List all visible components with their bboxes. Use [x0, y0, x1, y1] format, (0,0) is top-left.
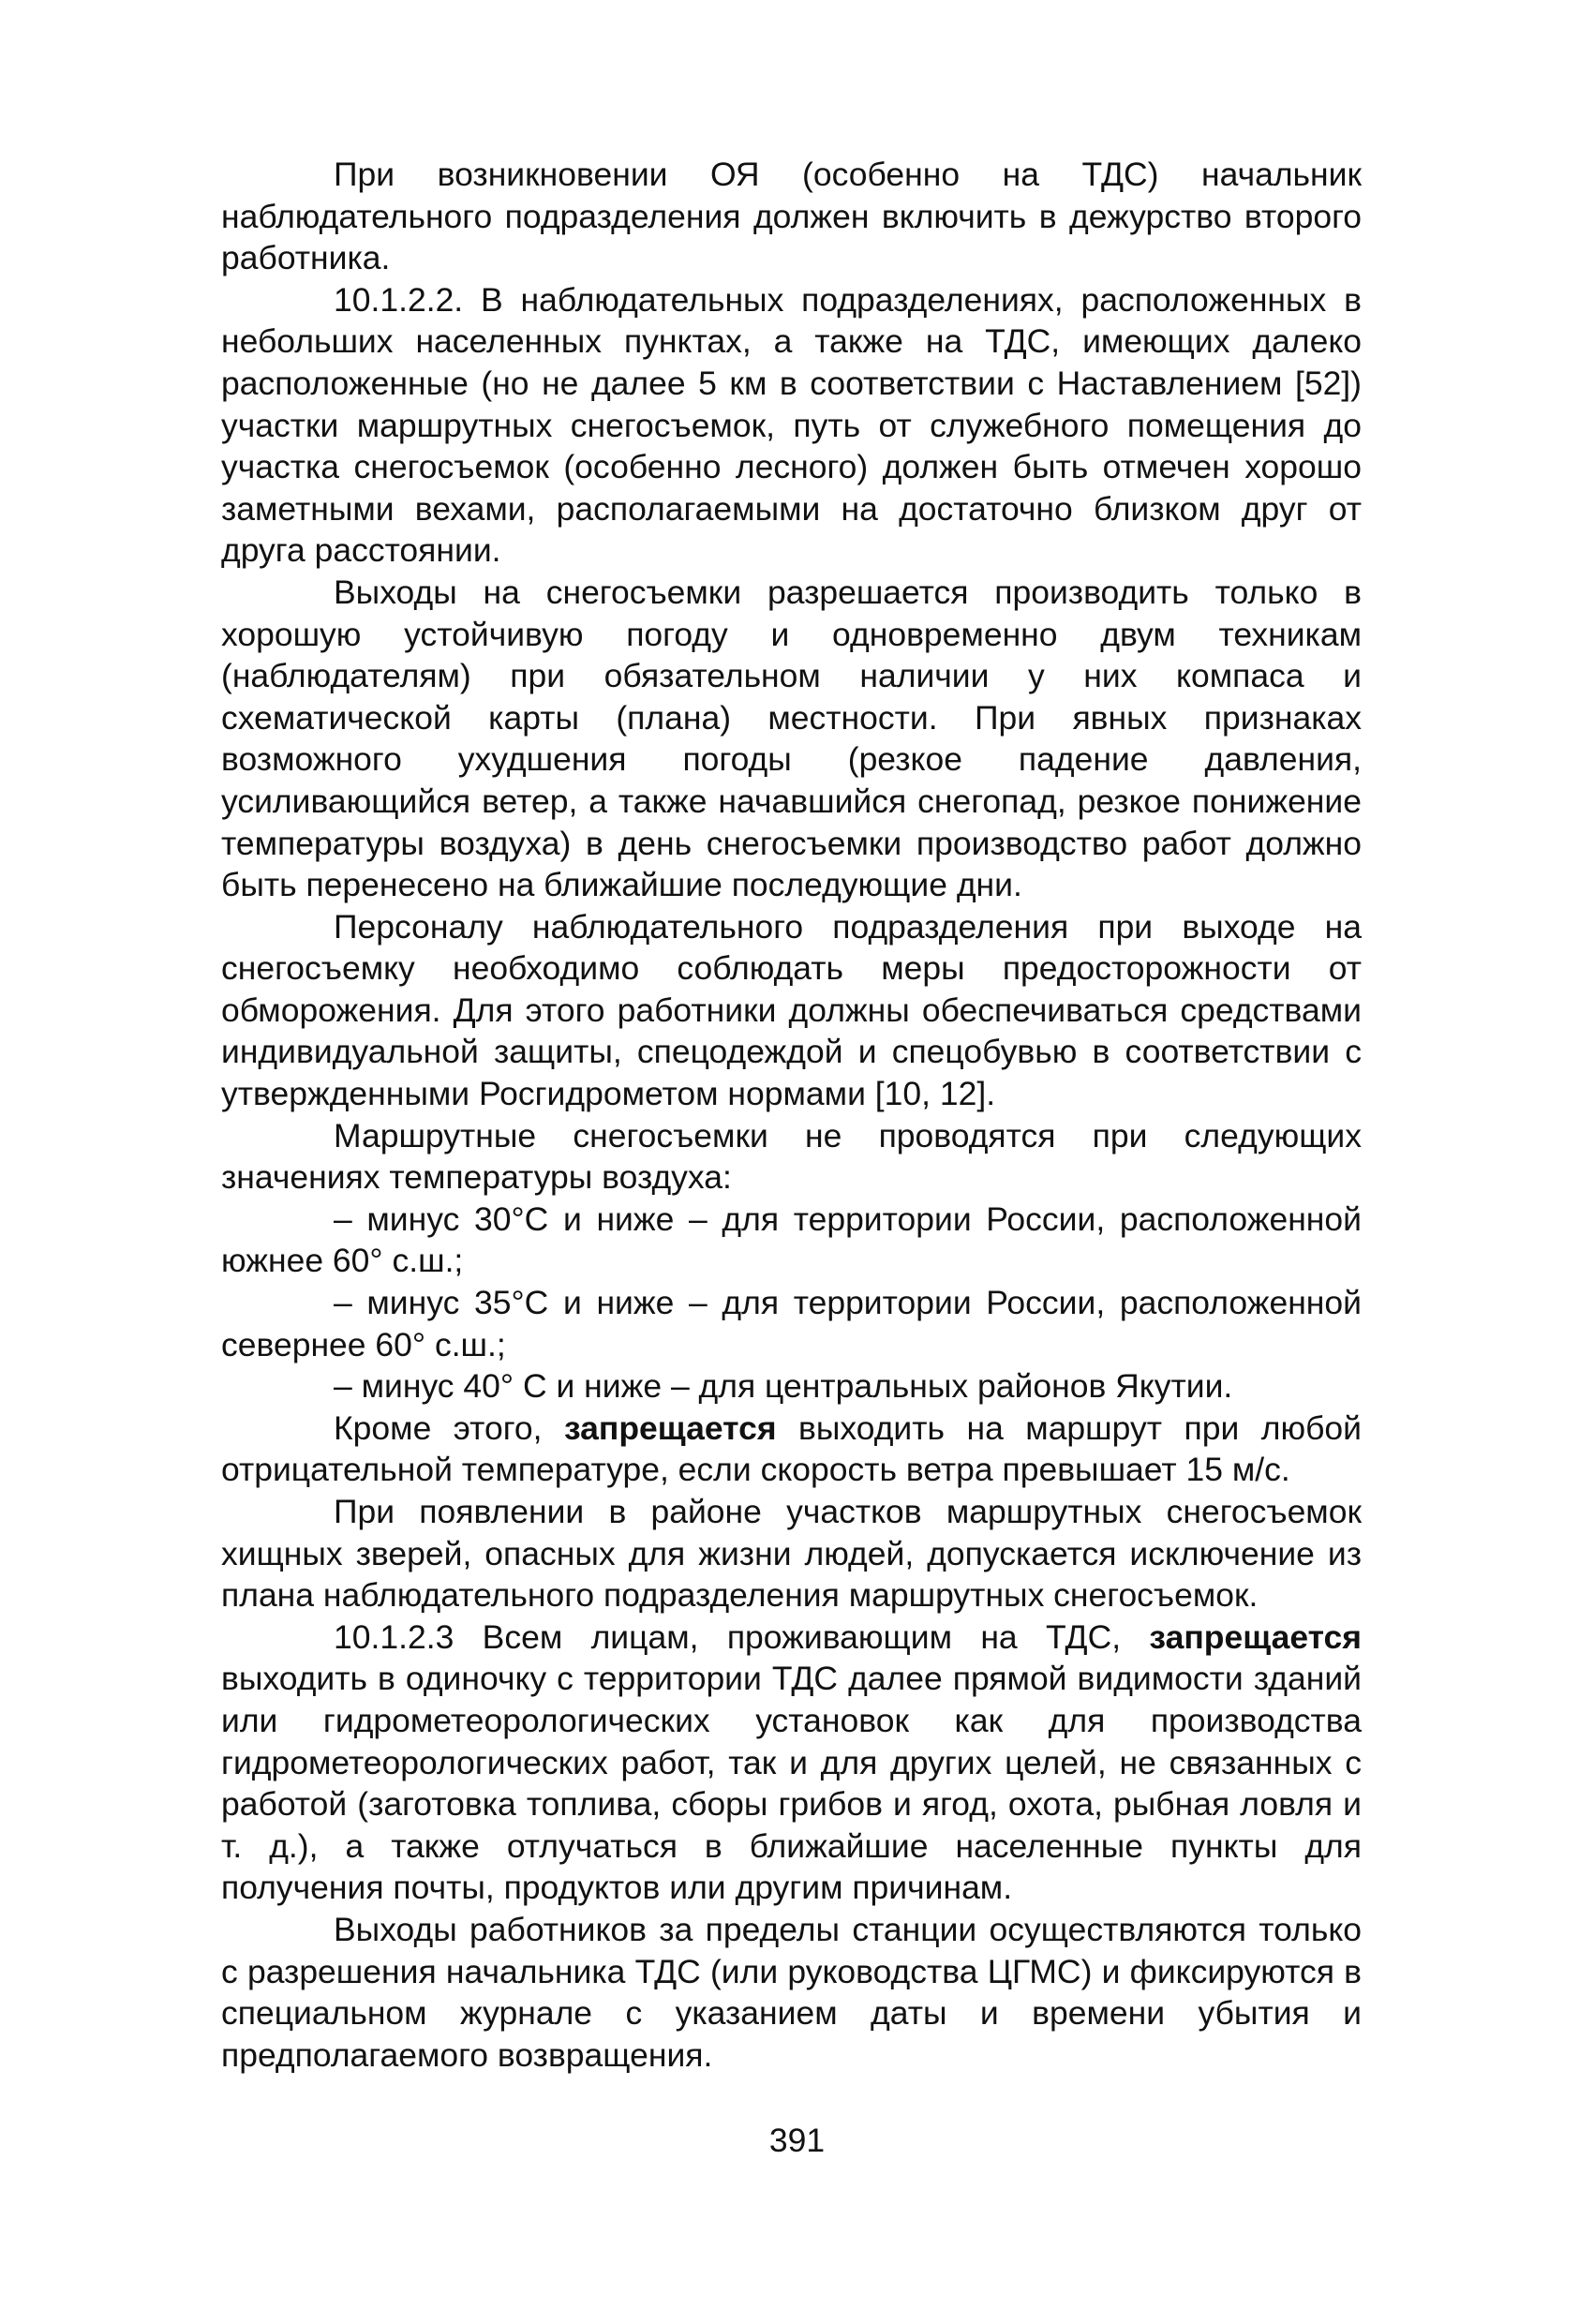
bold-text-run: запрещается: [563, 1408, 777, 1447]
paragraph: [221, 572, 1362, 906]
text-run: – минус 35°С и ниже – для территории России, расположенной севернее 60° с.ш.;: [221, 1284, 1362, 1363]
text-run: 10.1.2.3 Всем лицам, проживающим на ТДС,: [334, 1617, 1150, 1656]
document-body: [221, 154, 1362, 2076]
text-run: Кроме этого,: [334, 1408, 564, 1447]
paragraph: [221, 1616, 1362, 1909]
text-run: 10.1.2.2. В наблюдательных подразделениях, расположенных в небольших населенных пунктах, а также на ТДС, имеющих далеко расположенные (но не далее 5 км в соответствии с Наставлением [52]) участки маршрутных снегосъемок, путь от служебного помещения до участка снегосъемок (особенно лесного) должен быть отмечен хорошо заметными вехами, располагаемыми на достаточно близком друг от друга расстоянии.: [221, 280, 1362, 570]
text-run: – минус 30°С и ниже – для территории России, расположенной южнее 60° с.ш.;: [221, 1199, 1362, 1280]
paragraph: [221, 1909, 1362, 2076]
list-item: [221, 1282, 1362, 1365]
list-item: [221, 1199, 1362, 1282]
text-run: При появлении в районе участков маршрутных снегосъемок хищных зверей, опасных для жизни людей, допускается исключение из плана наблюдательного подразделения маршрутных снегосъемок.: [221, 1493, 1362, 1615]
bold-text-run: запрещается: [1149, 1617, 1362, 1656]
text-run: Выходы работников за пределы станции осуществляются только с разрешения начальника ТДС (или руководства ЦГМС) и фиксируются в специальном журнале с указанием даты и времени убытия и предполагаемого возвращения.: [221, 1910, 1362, 2074]
text-run: выходить в одиночку с территории ТДС далее прямой видимости зданий или гидрометеорологических установок как для производства гидрометеорологических работ, так и для других целей, не связанных с работой (заготовка топлива, сборы грибов и ягод, охота, рыбная ловля и т. д.), а также отлучаться в ближайшие населенные пункты для получения почты, продуктов или другим причинам.: [221, 1660, 1362, 1907]
text-run: – минус 40° С и ниже – для центральных районов Якутии.: [334, 1367, 1233, 1406]
paragraph: [221, 1115, 1362, 1199]
paragraph: [221, 1408, 1362, 1491]
text-run: выходить на маршрут при любой отрицательной температуре, если скорость ветра превышает 15 м/с.: [221, 1408, 1362, 1489]
paragraph: [221, 906, 1362, 1115]
paragraph: [221, 279, 1362, 572]
page-number: 391: [768, 2122, 826, 2159]
text-run: Маршрутные снегосъемки не проводятся при следующих значениях температуры воздуха:: [221, 1116, 1362, 1197]
text-run: Персоналу наблюдательного подразделения при выходе на снегосъемку необходимо соблюдать меры предосторожности от обморожения. Для этого работники должны обеспечиваться средствами индивидуальной защиты, спецодеждой и спецобувью в соответствии с утвержденными Росгидрометом нормами [10, 12].: [221, 907, 1362, 1113]
text-run: При возникновении ОЯ (особенно на ТДС) начальник наблюдательного подразделения должен включить в дежурство второго работника.: [221, 156, 1362, 277]
list-item: [221, 1365, 1362, 1408]
text-run: Выходы на снегосъемки разрешается производить только в хорошую устойчивую погоду и одновременно двум техникам (наблюдателям) при обязательном наличии у них компаса и схематической карты (плана) местности. При явных признаках возможного ухудшения погоды (резкое падение давления, усиливающийся ветер, а также начавшийся снегопад, резкое понижение температуры воздуха) в день снегосъемки производство работ должно быть перенесено на ближайшие последующие дни.: [221, 573, 1362, 904]
paragraph: [221, 154, 1362, 279]
paragraph: [221, 1491, 1362, 1616]
